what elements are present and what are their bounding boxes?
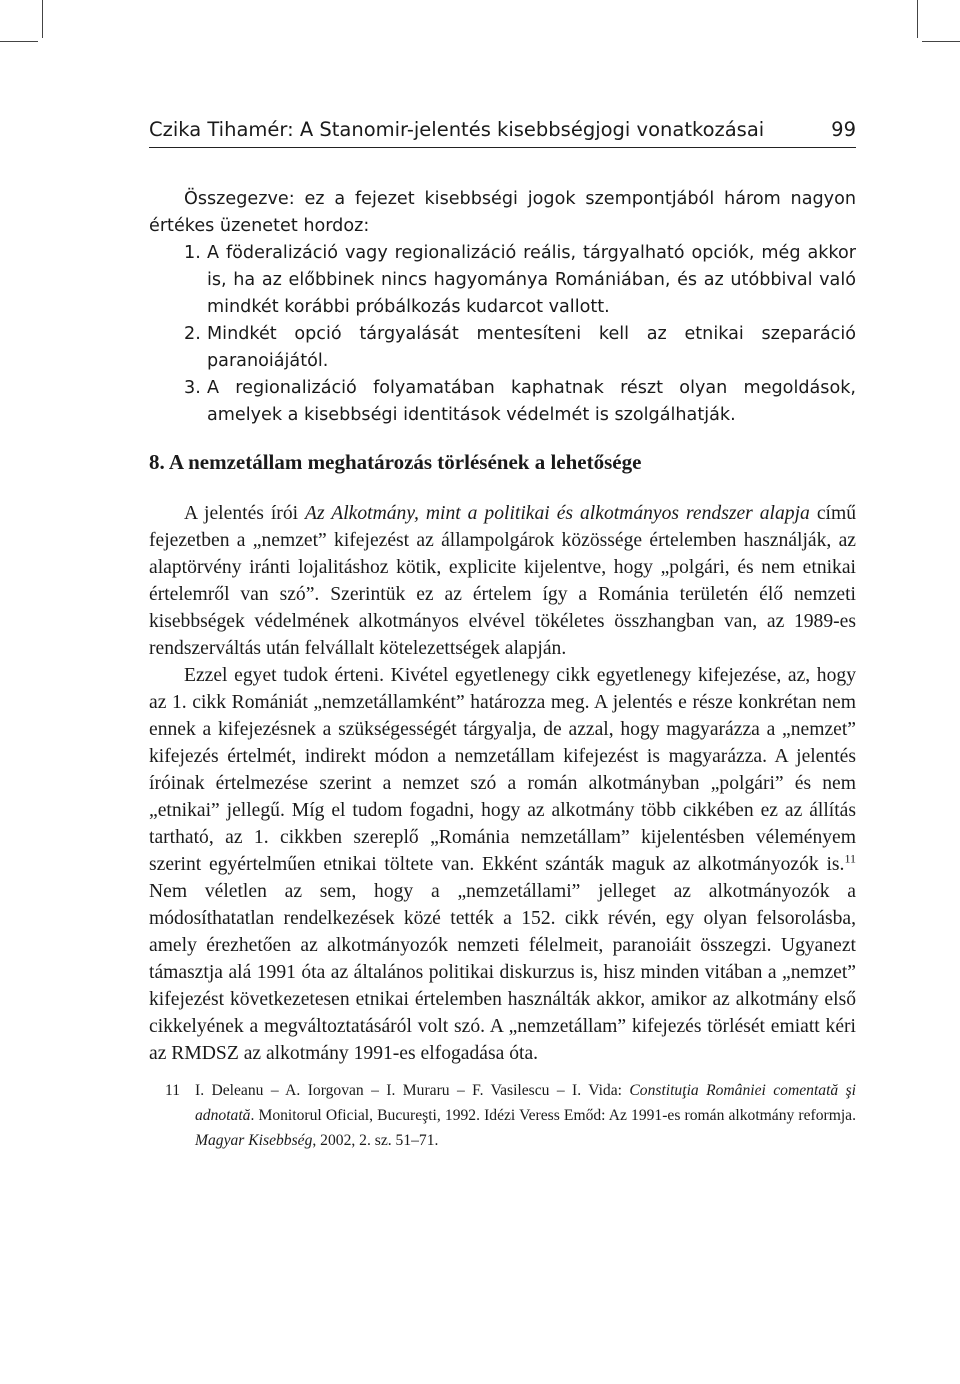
page-number: 99	[831, 118, 856, 141]
list-item-text: A föderalizáció vagy regionalizáció reális, tárgyalható opciók, még akkor is, ha az előbbinek nincs hagyománya Romániában, és az utóbbival való mindkét korábbi próbálkozás kudarcot vallott.	[207, 243, 856, 317]
list-item-text: A regionalizáció folyamatában kaphatnak részt olyan megoldások, amelyek a kisebbségi identitások védelmét is szolgálhatják.	[207, 378, 856, 425]
text-run: Nem véletlen az sem, hogy a „nemzetállami” jelleget az alkotmányozók a módosíthatatlan rendelkezések közé tették a 152. cikk révén, egy olyan felsorolásba, amely érezhetően az alkotmányozók nemzeti félelmeit, paranoiáit összegzi. Ugyanezt támasztja alá 1991 óta az általános politikai diskurzus is, hisz minden vitában a „nemzet” kifejezést következetesen etnikai értelemben használták akkor, amikor az alkotmány első cikkelyének a megváltoztatásáról volt szó. A „nemzetállam” kifejezés törlését emiatt kéri az RMDSZ az alkotmány 1991-es elfogadása óta.	[149, 881, 856, 1064]
running-header-title: Czika Tihamér: A Stanomir-jelentés kisebbségjogi vonatkozásai	[149, 118, 765, 141]
list-item-number: 3.	[184, 378, 201, 398]
list-item	[149, 321, 856, 375]
list-item	[149, 240, 856, 321]
list-item-number: 2.	[184, 324, 201, 344]
italic-title: Az Alkotmány, mint a politikai és alkotmányos rendszer alapja	[305, 503, 810, 524]
text-run: . Monitorul Oficial, Bucureşti, 1992. Idézi Veress Emőd: Az 1991-es román alkotmány reformja.	[250, 1107, 856, 1124]
text-run: , 2002, 2. sz. 51–71.	[312, 1132, 439, 1149]
list-item-number: 1.	[184, 243, 201, 263]
section-heading: 8. A nemzetállam meghatározás törlésének a lehetősége	[149, 450, 642, 474]
summary-list	[149, 240, 856, 429]
italic-title: Magyar Kisebbség	[195, 1132, 313, 1149]
crop-mark	[922, 41, 960, 42]
body-paragraph	[149, 662, 856, 1067]
crop-mark	[0, 41, 38, 42]
footnote	[149, 1078, 856, 1153]
text-run: Ezzel egyet tudok érteni. Kivétel egyetlenegy cikk egyetlenegy kifejezése, az, hogy az 1. cikk Romániát „nemzetállamként” határozza meg. A jelentés e része konkrétan nem ennek a kifejezésnek a szükségességét tárgyalja, de azzal, hogy magyarázza a „nemzet” kifejezés értelmét, indirekt módon a nemzetállam kifejezést is magyarázza. A jelentés íróinak értelmezése szerint a nemzet szó a román alkotmányban „polgári” és nem „etnikai” jellegű. Míg el tudom fogadni, hogy az alkotmány több cikkében ez az állítás tartható, az 1. cikkben szereplő „Románia nemzetállam” kijelentésben véleményem szerint egyértelműen etnikai töltete van. Ekként szánták maguk az alkotmányozók is.	[149, 665, 856, 875]
list-item	[149, 375, 856, 429]
text-run: I. Deleanu – A. Iorgovan – I. Muraru – F. Vasilescu – I. Vida:	[195, 1082, 630, 1099]
crop-mark	[42, 0, 43, 38]
running-header	[149, 118, 856, 148]
page-body	[149, 112, 856, 1153]
italic-title: Constituţia României comentată şi adnotată	[195, 1082, 856, 1124]
crop-mark	[917, 0, 918, 38]
body-paragraph	[149, 500, 856, 662]
text-run: című fejezetben a „nemzet” kifejezést az állampolgárok közössége értelemben használják, az alaptörvény iránti lojalitáshoz kötik, explicite kijelentve, hogy „polgári, és nem etnikai értelemről van szó”. Szerintük ez az értelem így a Románia területén élő nemzeti kisebbségek védelmének alkotmányos elvével tökéletes összhangban van, az 1989-es rendszerváltás után felvállalt kötelezettségek alapján.	[149, 503, 856, 659]
list-item-text: Mindkét opció tárgyalását mentesíteni kell az etnikai szeparáció paranoiájától.	[207, 324, 856, 371]
footnote-reference[interactable]: 11	[844, 851, 856, 866]
footnote-number: 11	[165, 1082, 181, 1099]
summary-intro: Összegezve: ez a fejezet kisebbségi jogok szempontjából három nagyon értékes üzenetet hordoz:	[149, 189, 856, 236]
text-run: A jelentés írói	[184, 503, 306, 524]
